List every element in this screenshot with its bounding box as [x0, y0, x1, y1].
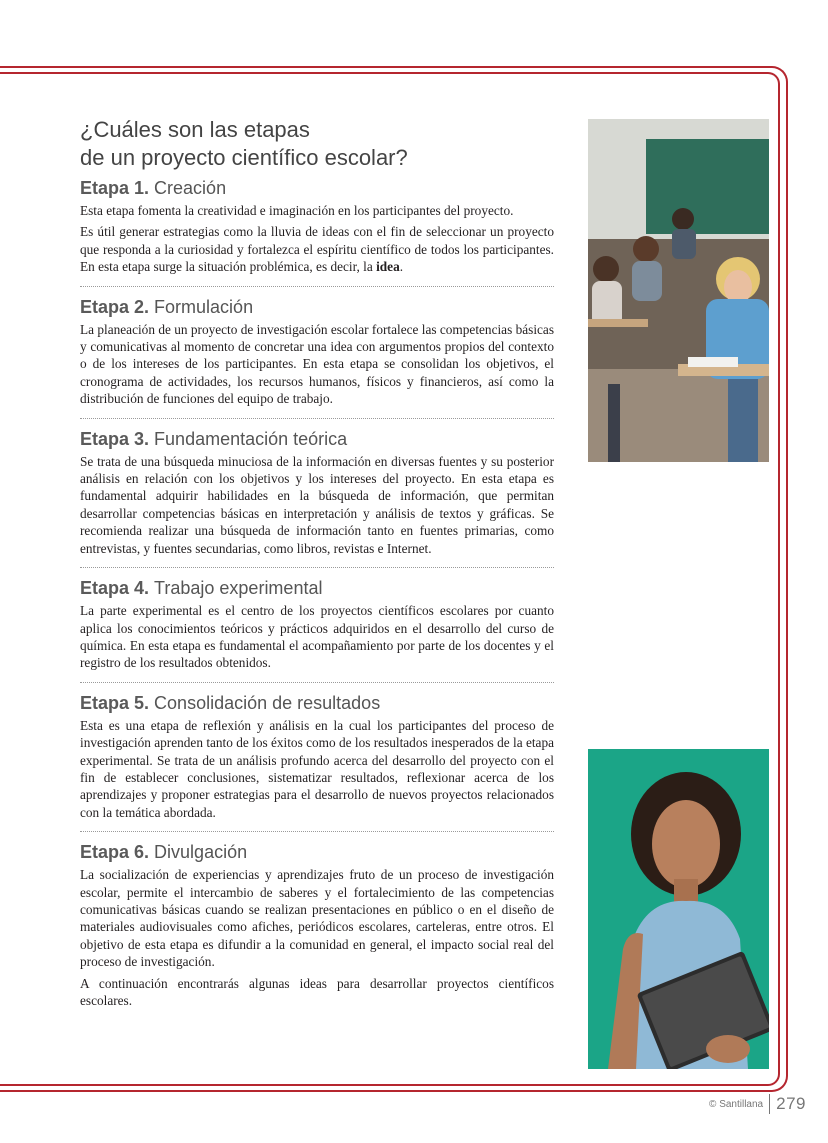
- stage-6-number: Etapa 6.: [80, 842, 150, 863]
- stage-4-section: [80, 576, 554, 683]
- stage-6-section: [80, 840, 554, 1019]
- classroom-students-photo: [588, 119, 769, 462]
- page-footer: [709, 1094, 806, 1114]
- publisher-credit: © Santillana: [709, 1098, 764, 1110]
- stage-2-number: Etapa 2.: [80, 296, 150, 317]
- stage-5-name: Consolidación de resultados: [154, 692, 381, 713]
- student-portrait-photo: [588, 749, 769, 1069]
- stage-6-heading: [80, 840, 554, 864]
- stage-1-paragraph-1: Esta etapa fomenta la creatividad e imaginación en los participantes del proyecto.: [80, 203, 514, 218]
- stage-2-heading: [80, 295, 554, 319]
- stage-1-section: [80, 176, 554, 287]
- stage-3-section: [80, 427, 554, 568]
- page-title-line1: ¿Cuáles son las etapas: [80, 117, 310, 142]
- page-number: 279: [776, 1094, 806, 1113]
- classroom-illustration: [588, 119, 769, 462]
- stage-3-name: Fundamentación teórica: [154, 428, 348, 449]
- stage-4-paragraph-1: La parte experimental es el centro de los proyectos científicos escolares por cuanto aplica los conocimientos teóricos y prácticos adquiridos en el desarrollo del curso de química. En esta etapa es fundamental el acompañamiento por parte de los docentes y el registro de los resultados obtenidos.: [80, 603, 554, 671]
- page-title: [80, 116, 554, 172]
- stage-5-paragraph-1: Esta es una etapa de reflexión y análisis en la cual los participantes del proceso de investigación aprenden tanto de los éxitos como de los resultados inesperados de la etapa experimental. Se trata de un análisis profundo acerca del desarrollo del proyecto con el fin de establecer conclusiones, sistematizar resultados, reflexionar acerca de los aprendizajes y proponer estrategias para el desarrollo de nuevos proyectos relacionados con la temática abordada.: [80, 717, 554, 820]
- stage-4-number: Etapa 4.: [80, 578, 150, 599]
- stage-5-number: Etapa 5.: [80, 692, 150, 713]
- stage-2-name: Formulación: [154, 296, 254, 317]
- page-title-line2: de un proyecto científico escolar?: [80, 145, 408, 170]
- stage-6-name: Divulgación: [154, 842, 248, 863]
- stage-1-paragraph-2-text: Es útil generar estrategias como la lluvia de ideas con el fin de seleccionar un proyecto que responda a la curiosidad y fortalezca el espíritu científico de todos los participantes. En esta etapa surge la situación problémica, es decir, la: [80, 224, 554, 275]
- student-illustration: [588, 749, 769, 1069]
- stage-4-name: Trabajo experimental: [154, 578, 323, 599]
- stage-3-number: Etapa 3.: [80, 428, 150, 449]
- stage-6-paragraph-2: A continuación encontrarás algunas ideas para desarrollar proyectos científicos escolares.: [80, 975, 554, 1008]
- main-content: [80, 116, 554, 1027]
- stage-1-bold-word: idea: [376, 259, 400, 275]
- stage-1-bold-suffix: .: [399, 259, 404, 275]
- stage-1-name: Creación: [154, 178, 227, 198]
- stage-6-paragraph-1: La socialización de experiencias y aprendizajes fruto de un proceso de investigación escolar, permite el intercambio de saberes y el fortalecimiento de las competencias comunicativas básicas cuando se realizan presentaciones en público o en el diseño de materiales audiovisuales como afiches, periódicos escolares, carteleras, entre otros. El objetivo de esta etapa es difundir a la comunidad en general, el impacto social real del proceso de investigación.: [80, 867, 554, 970]
- stage-5-section: [80, 691, 554, 832]
- stage-4-heading: [80, 576, 554, 600]
- stage-1-number: Etapa 1.: [80, 178, 150, 198]
- stage-5-heading: [80, 691, 554, 715]
- stage-3-paragraph-1: Se trata de una búsqueda minuciosa de la información en diversas fuentes y su posterior análisis en relación con los objetivos y los intereses del proyecto. En esta etapa es fundamental adquirir habilidades en la búsqueda de información, que permitan desarrollar competencias básicas en interpretación y análisis de textos y gráficas. Se recomienda realizar una búsqueda de información tanto en fuentes primarias, como entrevistas, y fuentes secundarias, como libros, revistas e Internet.: [80, 453, 554, 556]
- stage-2-section: [80, 295, 554, 419]
- stage-1-paragraph-2: [80, 223, 554, 275]
- stage-3-heading: [80, 427, 554, 451]
- footer-divider: [769, 1094, 770, 1114]
- stage-1-heading: [80, 176, 554, 200]
- stage-2-paragraph-1: La planeación de un proyecto de investigación escolar fortalece las competencias básicas y comunicativas al momento de concretar una idea con argumentos propios del contexto o de los intereses de los participantes. En esta etapa se consolidan los objetivos, el cronograma de actividades, los recursos humanos, físicos y financieros, así como la distribución de funciones del equipo de trabajo.: [80, 321, 554, 407]
